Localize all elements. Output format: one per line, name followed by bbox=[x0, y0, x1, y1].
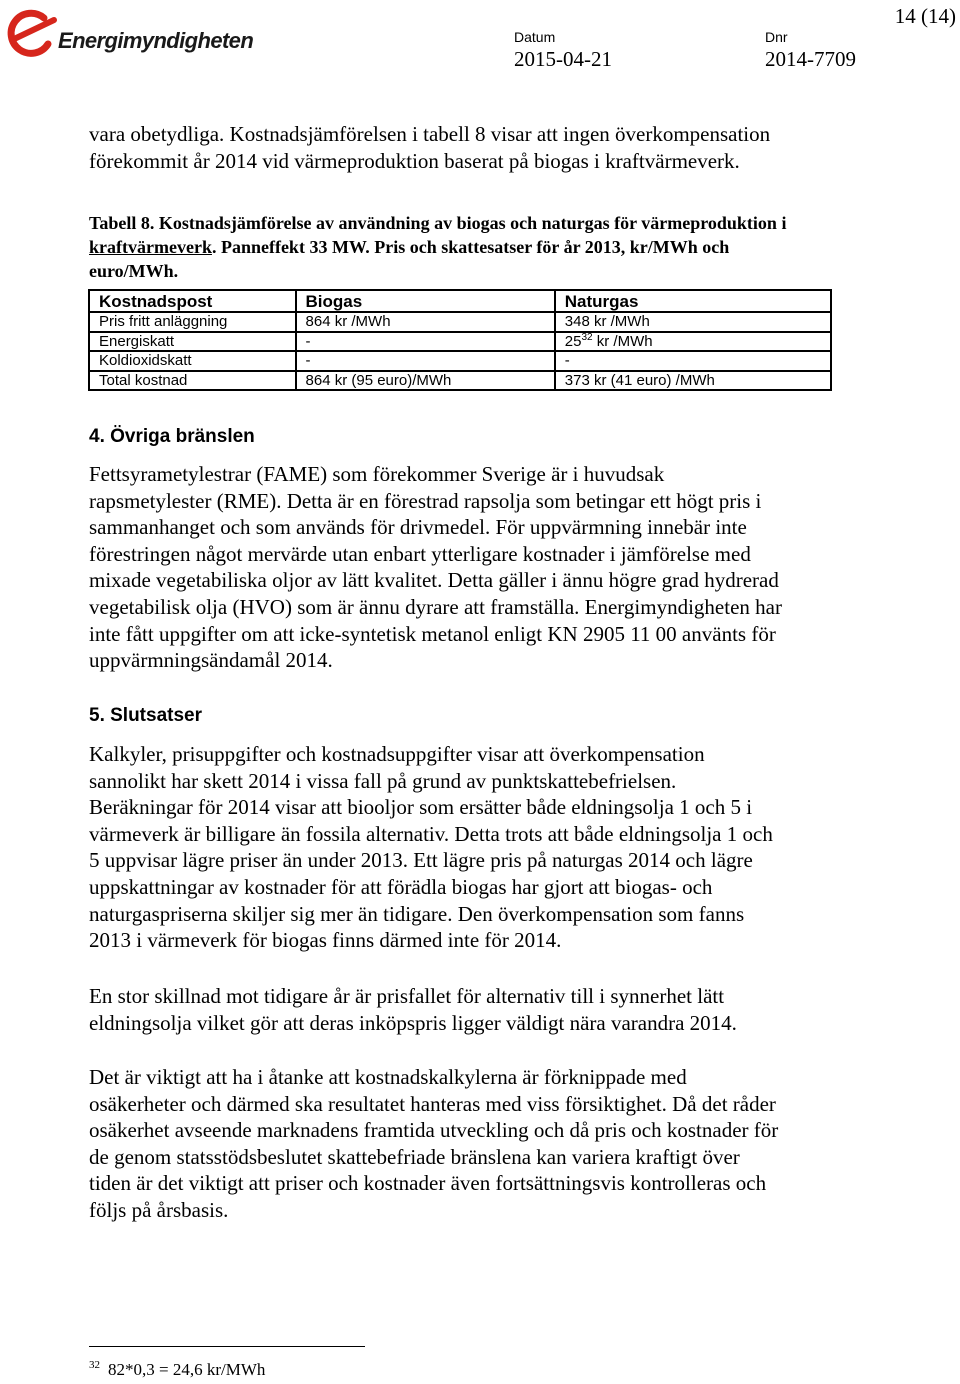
column-header: Biogas bbox=[296, 290, 555, 312]
caption-line: euro/MWh. bbox=[89, 261, 179, 281]
logo-mark-icon bbox=[4, 4, 64, 60]
table-cell: Koldioxidskatt bbox=[89, 351, 296, 371]
table-header-row bbox=[89, 290, 831, 312]
text-line: uppvärmningsändamål 2014. bbox=[89, 648, 333, 673]
cell-value: 25 bbox=[564, 332, 582, 350]
column-header: Naturgas bbox=[555, 290, 831, 312]
page-number: 14 (14) bbox=[894, 4, 956, 28]
caption-line: Tabell 8. Kostnadsjämförelse av användning av biogas och naturgas för värmeproduktion i bbox=[89, 213, 787, 233]
footnote-divider bbox=[89, 1346, 365, 1347]
caption-text: . Panneffekt 33 MW. Pris och skattesatser för år 2013, kr/MWh och bbox=[211, 237, 730, 257]
table-cell: - bbox=[296, 351, 555, 371]
section4-paragraph bbox=[89, 461, 869, 674]
section5-paragraph-2 bbox=[89, 983, 869, 1036]
text-line: sannolikt har skett 2014 i vissa fall på grund av punktskattebefrielsen. bbox=[89, 768, 677, 793]
text-line: förestringen något mervärde utan enbart ytterligare kostnader i jämförelse med bbox=[89, 541, 751, 566]
table-cell: 373 kr (41 euro) /MWh bbox=[555, 371, 831, 391]
table-row bbox=[89, 371, 831, 391]
text-line: Kalkyler, prisuppgifter och kostnadsuppgifter visar att överkompensation bbox=[89, 742, 705, 766]
section-heading: 4. Övriga bränslen bbox=[89, 426, 255, 447]
text-line: vara obetydliga. Kostnadsjämförelsen i tabell 8 visar att ingen överkompensation bbox=[89, 122, 771, 146]
footnote-reference[interactable]: 32 bbox=[581, 331, 593, 343]
text-line: vegetabilisk olja (HVO) som är ännu dyrare att framställa. Energimyndigheten har bbox=[89, 594, 782, 619]
footnote-number: 32 bbox=[89, 1359, 100, 1371]
table-cell: Total kostnad bbox=[89, 371, 296, 391]
cost-comparison-table bbox=[88, 289, 832, 391]
table-cell: - bbox=[555, 351, 831, 371]
table-cell: - bbox=[296, 332, 555, 352]
text-line: sammanhanget och som används för drivmedel. För uppvärmning innebär inte bbox=[89, 515, 747, 540]
text-line: Fettsyrametylestrar (FAME) som förekommer Sverige är i huvudsak bbox=[89, 462, 665, 486]
section5-paragraph-3 bbox=[89, 1064, 869, 1224]
text-line: värmeverk är billigare än fossila alternativ. Detta trots att både eldningsolja 1 och bbox=[89, 821, 773, 846]
text-line: de genom statsstödsbeslutet skattebefriade bränslena kan variera kraftigt över bbox=[89, 1144, 740, 1169]
cell-unit: kr /MWh bbox=[592, 332, 653, 350]
footnote-text: 82*0,3 = 24,6 kr/MWh bbox=[108, 1360, 266, 1379]
table-cell: 348 kr /MWh bbox=[555, 312, 831, 332]
table-row bbox=[89, 351, 831, 371]
text-line: Beräkningar för 2014 visar att biooljor som ersätter både eldningsolja 1 och 5 i bbox=[89, 795, 753, 820]
column-header: Kostnadspost bbox=[89, 290, 296, 312]
intro-paragraph bbox=[89, 121, 869, 174]
text-line: eldningsolja vilket gör att deras inköpspris ligger väldigt nära varandra 2014. bbox=[89, 1010, 737, 1035]
table-row bbox=[89, 312, 831, 332]
text-line: följs på årsbasis. bbox=[89, 1197, 229, 1222]
table-cell: 864 kr /MWh bbox=[296, 312, 555, 332]
table-cell bbox=[555, 332, 831, 352]
section-heading: 5. Slutsatser bbox=[89, 705, 202, 726]
text-line: osäkerheter och därmed ska resultatet hanteras med viss försiktighet. Då det råder bbox=[89, 1091, 776, 1116]
text-line: tiden är det viktigt att priser och kostnader även fortsättningsvis kontrolleras och bbox=[89, 1171, 767, 1196]
table-cell: Energiskatt bbox=[89, 332, 296, 352]
table-caption bbox=[89, 211, 869, 283]
dnr-label: Dnr bbox=[765, 29, 788, 45]
date-value: 2015-04-21 bbox=[514, 47, 612, 71]
caption-underlined-term: kraftvärmeverk bbox=[89, 237, 212, 257]
logo-wordmark: Energimyndigheten bbox=[58, 28, 254, 53]
table-row bbox=[89, 332, 831, 352]
text-line: En stor skillnad mot tidigare år är prisfallet för alternativ till i synnerhet lätt bbox=[89, 984, 725, 1008]
table-cell: 864 kr (95 euro)/MWh bbox=[296, 371, 555, 391]
text-line: Det är viktigt att ha i åtanke att kostnadskalkylerna är förknippade med bbox=[89, 1065, 687, 1089]
text-line: osäkerhet avseende marknadens framtida utveckling och då pris och kostnader för bbox=[89, 1118, 779, 1143]
text-line: uppskattningar av kostnader för att förädla biogas har gjort att biogas- och bbox=[89, 874, 713, 899]
text-line: naturgaspriserna skiljer sig mer än tidigare. Den överkompensation som fanns bbox=[89, 901, 745, 926]
text-line: mixade vegetabiliska oljor av lätt kvalitet. Detta gäller i ännu högre grad hydrerad bbox=[89, 568, 779, 593]
table-cell: Pris fritt anläggning bbox=[89, 312, 296, 332]
text-line: 5 uppvisar lägre priser än under 2013. Ett lägre pris på naturgas 2014 och lägre bbox=[89, 848, 753, 873]
energimyndigheten-logo bbox=[4, 4, 254, 60]
section5-paragraph-1 bbox=[89, 741, 869, 954]
dnr-value: 2014-7709 bbox=[765, 47, 856, 71]
text-line: rapsmetylester (RME). Detta är en förestrad rapsolja som betingar ett högt pris i bbox=[89, 488, 762, 513]
caption-line bbox=[89, 235, 869, 259]
text-line: 2013 i värmeverk för biogas finns därmed inte för 2014. bbox=[89, 928, 562, 953]
date-label: Datum bbox=[514, 29, 556, 45]
text-line: inte fått uppgifter om att icke-syntetisk metanol enligt KN 2905 11 00 använts för bbox=[89, 621, 776, 646]
footnote bbox=[89, 1360, 265, 1380]
text-line: förekommit år 2014 vid värmeproduktion baserat på biogas i kraftvärmeverk. bbox=[89, 148, 740, 173]
